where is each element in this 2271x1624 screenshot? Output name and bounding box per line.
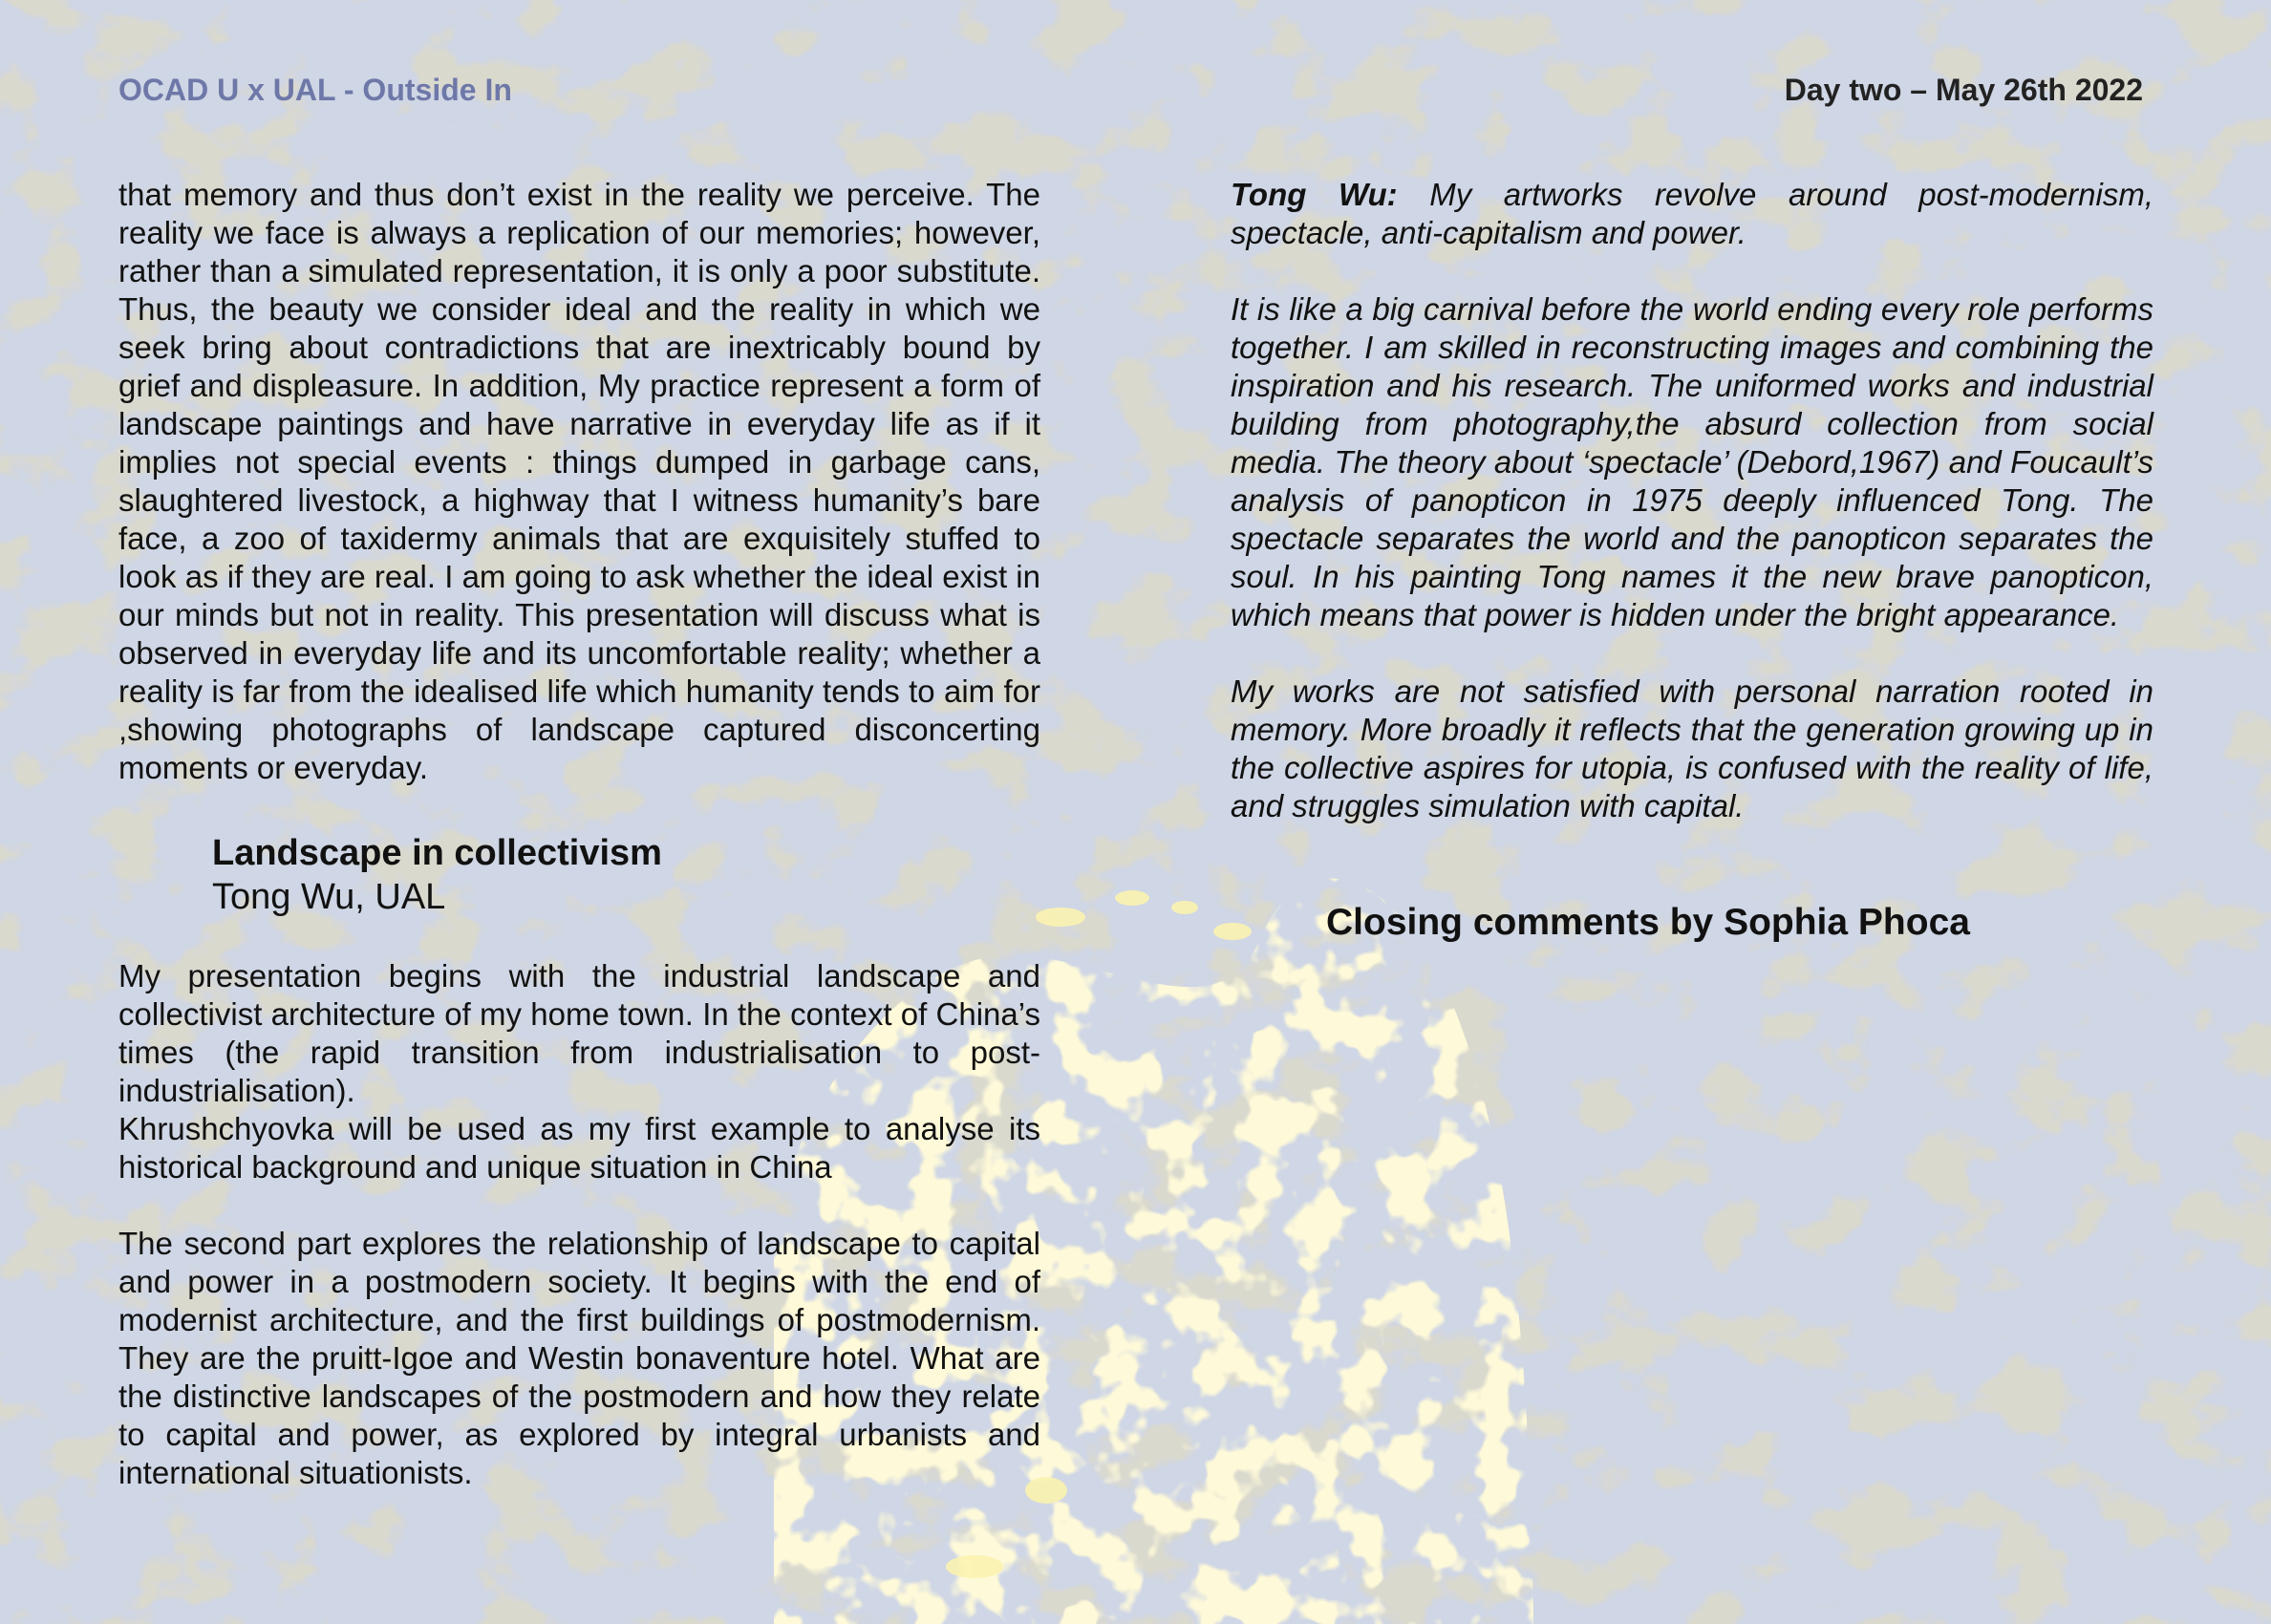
left-column — [118, 176, 1040, 1492]
section-heading — [212, 831, 1040, 919]
intro-paragraph: that memory and thus don’t exist in the reality we perceive. The reality we face is always a replication of our memories; however, rather than a simulated representation, it is only a poor substitute. Thus, the beauty we consider ideal and the reality in which we seek bring about contradictions that are inextricably bound by grief and displeasure. In addition, My practice represent a form of landscape paintings and have narrative in everyday life as if it implies not special events : things dumped in garbage cans, slaughtered livestock, a highway that I witness humanity’s bare face, a zoo of taxidermy animals that are exquisitely stuffed to look as if they are real. I am going to ask whether the ideal exist in our minds but not in reality. This presentation will discuss what is observed in everyday life and its uncomfortable reality; whether a reality is far from the idealised life which humanity tends to aim for ,showing photographs of landscape captured disconcerting moments or everyday. — [118, 177, 1040, 785]
body-paragraph: My presentation begins with the industrial landscape and collectivist architecture of my home town. In the context of China’s times (the rapid transition from industrialisation to post-industrialisation). — [118, 958, 1040, 1108]
section-author: Tong Wu, UAL — [212, 877, 446, 917]
session-date: Day two – May 26th 2022 — [1784, 73, 2143, 107]
speaker-name: Tong Wu: — [1231, 177, 1398, 212]
right-column — [1231, 176, 2153, 825]
body-paragraph: Khrushchyovka will be used as my first example to analyse its historical background and unique situation in China — [118, 1111, 1040, 1185]
section-title: Landscape in collectivism — [212, 833, 662, 873]
speaker-quote — [1231, 176, 2153, 252]
quote-paragraph: It is like a big carnival before the world ending every role performs together. I am skilled in reconstructing images and combining the inspiration and his research. The uniformed works and industrial building from photography,the absurd collection from social media. The theory about ‘spectacle’ (Debord,1967) and Foucault’s analysis of panopticon in 1975 deeply influenced Tong. The spectacle separates the world and the panopticon separates the soul. In his painting Tong names it the new brave panopticon, which means that power is hidden under the bright appearance. — [1231, 291, 2153, 632]
quote-paragraph: My works are not satisfied with personal narration rooted in memory. More broadly it reflects that the generation growing up in the collective aspires for utopia, is confused with the reality of life, and struggles simulation with capital. — [1231, 673, 2153, 823]
quote-text: My artworks revolve around post-modernism, spectacle, anti-capitalism and power. — [1231, 177, 2154, 250]
body-paragraph: The second part explores the relationship of landscape to capital and power in a postmodern society. It begins with the end of modernist architecture, and the first buildings of postmodernism. They are the pruitt-Igoe and Westin bonaventure hotel. What are the distinctive landscapes of the postmodern and how they relate to capital and power, as explored by integral urbanists and international situationists. — [118, 1226, 1040, 1490]
closing-heading: Closing comments by Sophia Phoca — [1326, 902, 1970, 943]
journal-title: OCAD U x UAL - Outside In — [118, 73, 512, 107]
